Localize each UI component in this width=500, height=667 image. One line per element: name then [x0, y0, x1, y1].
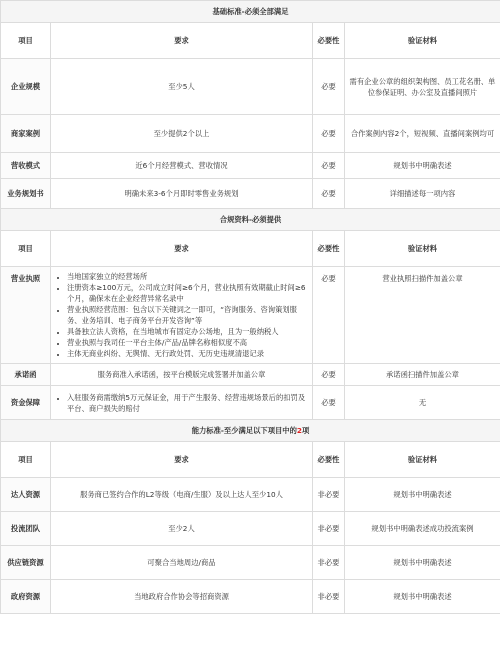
list-item: • 主体无商业纠纷、无舆情、无行政处罚、无历史违规清退记录 [67, 348, 308, 359]
row-requirement: 近6个月经营模式、营收情况 [51, 153, 313, 179]
header-row [1, 442, 500, 478]
row-item: 供应链资源 [1, 546, 51, 580]
ability-title-suffix: 项 [301, 426, 310, 435]
table-row [1, 364, 500, 386]
list-item: • 当地国家独立的经营场所 [67, 271, 308, 282]
table-row [1, 386, 500, 420]
table-row [1, 478, 500, 512]
row-requirement [51, 386, 313, 420]
row-item: 营收模式 [1, 153, 51, 179]
list-item: • 入驻服务商需缴纳5万元保证金，用于产生服务、经营违规场景后的扣罚及平台、商户损失的赔付 [67, 392, 308, 414]
row-requirement: 至少2人 [51, 512, 313, 546]
row-necessary: 非必要 [313, 580, 345, 614]
header-requirement: 要求 [51, 23, 313, 59]
row-item: 政府资源 [1, 580, 51, 614]
row-requirement: 服务商已签约合作的L2等级（电商/生服）及以上达人至少10人 [51, 478, 313, 512]
row-item: 企业规模 [1, 59, 51, 115]
header-item: 项目 [1, 442, 51, 478]
table-row [1, 153, 500, 179]
row-material: 承诺函扫描件加盖公章 [345, 364, 500, 386]
row-item: 达人资源 [1, 478, 51, 512]
row-necessary: 非必要 [313, 478, 345, 512]
row-material: 规划书中明确表述 [345, 580, 500, 614]
section-title-basic: 基础标准-必须全部满足 [1, 1, 500, 23]
list-item: • 具备独立法人资格，在当地城市有固定办公场地，且为一般纳税人 [67, 326, 308, 337]
row-material: 规划书中明确表述 [345, 546, 500, 580]
row-requirement: 服务商准入承诺函，按平台模版完成签署并加盖公章 [51, 364, 313, 386]
row-material: 规划书中明确表述 [345, 153, 500, 179]
header-item: 项目 [1, 23, 51, 59]
row-requirement: 明确未来3-6个月即时零售业务规划 [51, 179, 313, 209]
header-requirement: 要求 [51, 231, 313, 267]
header-material: 验证材料 [345, 231, 500, 267]
requirement-list [55, 271, 308, 359]
table-row [1, 59, 500, 115]
row-material: 无 [345, 386, 500, 420]
table-row [1, 267, 500, 364]
row-item: 资金保障 [1, 386, 51, 420]
row-item: 投流团队 [1, 512, 51, 546]
table-row [1, 546, 500, 580]
row-item: 营业执照 [1, 267, 51, 364]
row-material: 合作案例内容2个，短视频、直播间案例均可 [345, 115, 500, 153]
header-row [1, 23, 500, 59]
header-material: 验证材料 [345, 442, 500, 478]
list-item: • 注册资本≥100万元，公司成立时间≥6个月，营业执照有效期截止时间≥6个月，确保未在企业经营异常名录中 [67, 282, 308, 304]
row-necessary: 必要 [313, 386, 345, 420]
row-necessary: 必要 [313, 267, 345, 364]
section-title-row [1, 420, 500, 442]
row-item: 商家案例 [1, 115, 51, 153]
row-requirement: 至少提供2个以上 [51, 115, 313, 153]
table-row [1, 580, 500, 614]
requirement-list [55, 392, 308, 414]
ability-title-prefix: 能力标准-至少满足以下项目中的 [191, 426, 297, 435]
ability-title-number: 2 [296, 426, 302, 435]
row-material: 详细描述每一项内容 [345, 179, 500, 209]
row-necessary: 必要 [313, 364, 345, 386]
row-necessary: 必要 [313, 153, 345, 179]
row-requirement: 可聚合当地周边/商品 [51, 546, 313, 580]
row-necessary: 非必要 [313, 512, 345, 546]
list-item: • 营业执照与我司任一平台主体/产品/品牌名称相似度不高 [67, 337, 308, 348]
section-title-row [1, 209, 500, 231]
row-requirement: 至少5人 [51, 59, 313, 115]
row-item: 业务规划书 [1, 179, 51, 209]
row-necessary: 必要 [313, 179, 345, 209]
table-row [1, 512, 500, 546]
row-necessary: 必要 [313, 115, 345, 153]
row-material: 规划书中明确表述成功投流案例 [345, 512, 500, 546]
row-material: 营业执照扫描件加盖公章 [345, 267, 500, 364]
header-row [1, 231, 500, 267]
row-requirement: 当地政府合作协会等招商资源 [51, 580, 313, 614]
header-necessary: 必要性 [313, 231, 345, 267]
row-material: 需有企业公章的组织架构图、员工花名册、单位参保证明、办公室及直播间照片 [345, 59, 500, 115]
header-material: 验证材料 [345, 23, 500, 59]
section-title-ability [1, 420, 500, 442]
section-title-compliance: 合规资料-必须提供 [1, 209, 500, 231]
header-item: 项目 [1, 231, 51, 267]
header-requirement: 要求 [51, 442, 313, 478]
row-material: 规划书中明确表述 [345, 478, 500, 512]
section-title-row [1, 1, 500, 23]
header-necessary: 必要性 [313, 442, 345, 478]
row-requirement [51, 267, 313, 364]
table-row [1, 115, 500, 153]
row-necessary: 必要 [313, 59, 345, 115]
list-item: • 营业执照经营范围：包含以下关键词之一即可，“咨询服务、咨询策划服务、业务培训、电子商务平台开发咨询”等 [67, 304, 308, 326]
row-item: 承诺函 [1, 364, 51, 386]
table-row [1, 179, 500, 209]
row-necessary: 非必要 [313, 546, 345, 580]
header-necessary: 必要性 [313, 23, 345, 59]
